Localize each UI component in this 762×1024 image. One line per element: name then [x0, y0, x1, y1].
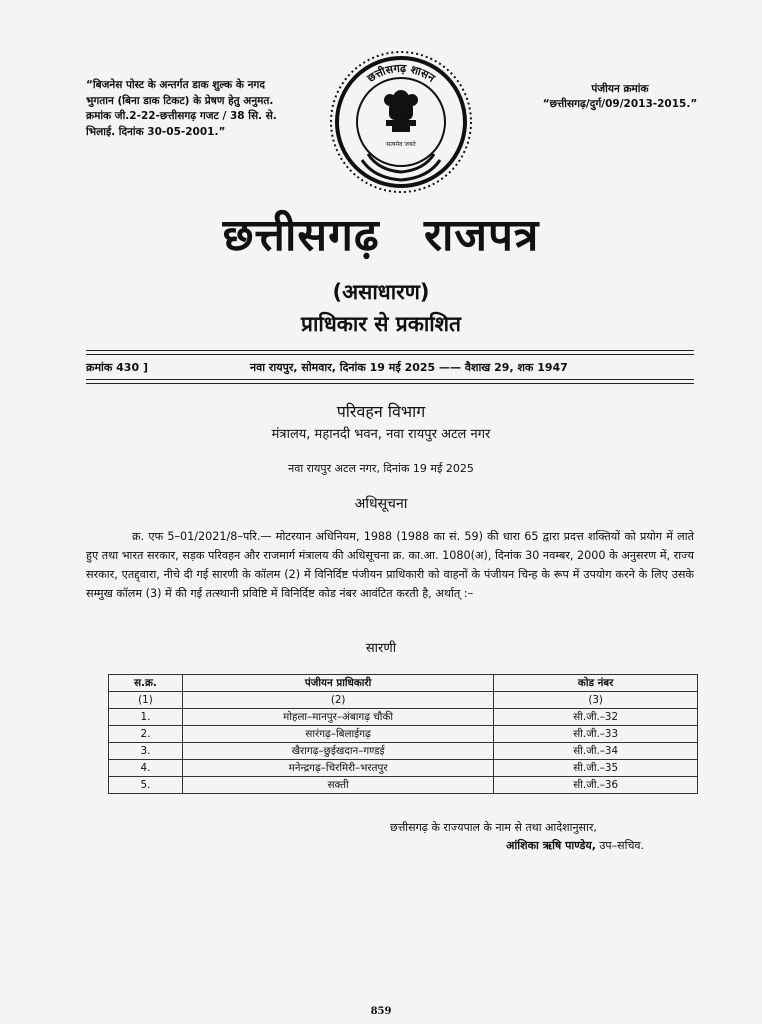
table-row [109, 726, 698, 743]
department-address: मंत्रालय, महानदी भवन, नवा रायपुर अटल नगर [271, 427, 491, 442]
registration-label: पंजीयन क्रमांक [591, 83, 649, 95]
table-row [109, 760, 698, 777]
top-rule-1 [86, 350, 694, 351]
postal-permit-note: “बिजनेस पोस्ट के अन्तर्गत डाक शुल्क के नगद भुगतान (बिना डाक टिकट) के प्रेषण हेतु अनुमत. क्रमांक जी.2-22-छत्तीसगढ़ गजट / 38 सि. से. भिलाई. दिनांक 30-05-2001.” [86, 79, 277, 138]
table-header-row [109, 675, 698, 692]
edition-label: (असाधारण) [332, 280, 430, 304]
code-cell: सी.जी.–36 [494, 777, 698, 794]
registration-block [520, 82, 720, 112]
table-title: सारणी [365, 641, 397, 656]
column-number: (1) [109, 692, 183, 709]
notice-body: क्र. एफ 5–01/2021/8–परि.— मोटरयान अधिनियम, 1988 (1988 का सं. 59) की धारा 65 द्वारा प्रदत्त शक्तियों को प्रयोग में लाते हुए तथा भारत सरकार, सड़क परिवहन और राजमार्ग मंत्रालय की अधिसूचना क्र. का.आ. 1080(अ), दिनांक 30 नवम्बर, 2000 के अनुसरण में, राज्य सरकार, एतद्द्वारा, नीचे दी गई सारणी के कॉलम (2) में विनिर्दिष्ट पंजीयन प्राधिकारी को वाहनों के पंजीयन चिन्ह के रूप में उपयोग करने के लिए उसके सम्मुख कॉलम (3) में की गई तत्स्थानी प्रविष्टि में विनिर्दिष्ट कोड नंबर आवंटित करती है, अर्थात् :– [86, 530, 694, 600]
table-row [109, 709, 698, 726]
issue-date: नवा रायपुर, सोमवार, दिनांक 19 मई 2025 —— वैशाख 29, शक 1947 [250, 361, 568, 374]
column-number-row [109, 692, 698, 709]
authority-cell: मनेन्द्रगढ़–चिरमिरी–भरतपुर [182, 760, 493, 777]
header-code: कोड नंबर [494, 675, 698, 692]
serial-cell: 5. [109, 777, 183, 794]
code-allocation-table [108, 674, 698, 794]
seal-top-text: छत्तीसगढ़ शासन [364, 61, 438, 85]
column-number: (2) [182, 692, 493, 709]
code-cell: सी.जी.–35 [494, 760, 698, 777]
serial-cell: 4. [109, 760, 183, 777]
authority-cell: सारंगढ़–बिलाईगढ़ [182, 726, 493, 743]
order-line: छत्तीसगढ़ के राज्यपाल के नाम से तथा आदेशानुसार, [390, 821, 597, 834]
signatory [506, 838, 644, 853]
column-number: (3) [494, 692, 698, 709]
authority-cell: मोहला–मानपुर–अंबागढ़ चौकी [182, 709, 493, 726]
header-serial: स.क्र. [109, 675, 183, 692]
bottom-rule-1 [86, 379, 694, 380]
serial-cell: 2. [109, 726, 183, 743]
seal-motto: सत्यमेव जयते [386, 141, 416, 148]
authority-cell: खैरागढ़–छुईखदान–गण्डई [182, 743, 493, 760]
page-number: 859 [370, 1006, 392, 1017]
serial-cell: 1. [109, 709, 183, 726]
notice-place-date: नवा रायपुर अटल नगर, दिनांक 19 मई 2025 [288, 462, 474, 475]
header-authority: पंजीयन प्राधिकारी [182, 675, 493, 692]
table-row [109, 743, 698, 760]
code-cell: सी.जी.–32 [494, 709, 698, 726]
signatory-name: आंशिका ऋषि पाण्डेय, [506, 839, 596, 852]
authority-cell: सक्ती [182, 777, 493, 794]
authority-line: प्राधिकार से प्रकाशित [301, 312, 461, 336]
issue-number: क्रमांक 430 ] [86, 361, 148, 374]
gazette-title: छत्तीसगढ़ राजपत्र [222, 210, 540, 261]
top-rule-2 [86, 354, 694, 355]
code-cell: सी.जी.–33 [494, 726, 698, 743]
registration-number: “छत्तीसगढ़/दुर्ग/09/2013-2015.” [542, 98, 698, 110]
notice-title: अधिसूचना [354, 496, 408, 512]
department-name: परिवहन विभाग [336, 402, 426, 421]
code-cell: सी.जी.–34 [494, 743, 698, 760]
bottom-rule-2 [86, 383, 694, 384]
signatory-title: उप–सचिव. [599, 839, 645, 852]
table-row [109, 777, 698, 794]
state-emblem-seal [322, 50, 480, 200]
serial-cell: 3. [109, 743, 183, 760]
